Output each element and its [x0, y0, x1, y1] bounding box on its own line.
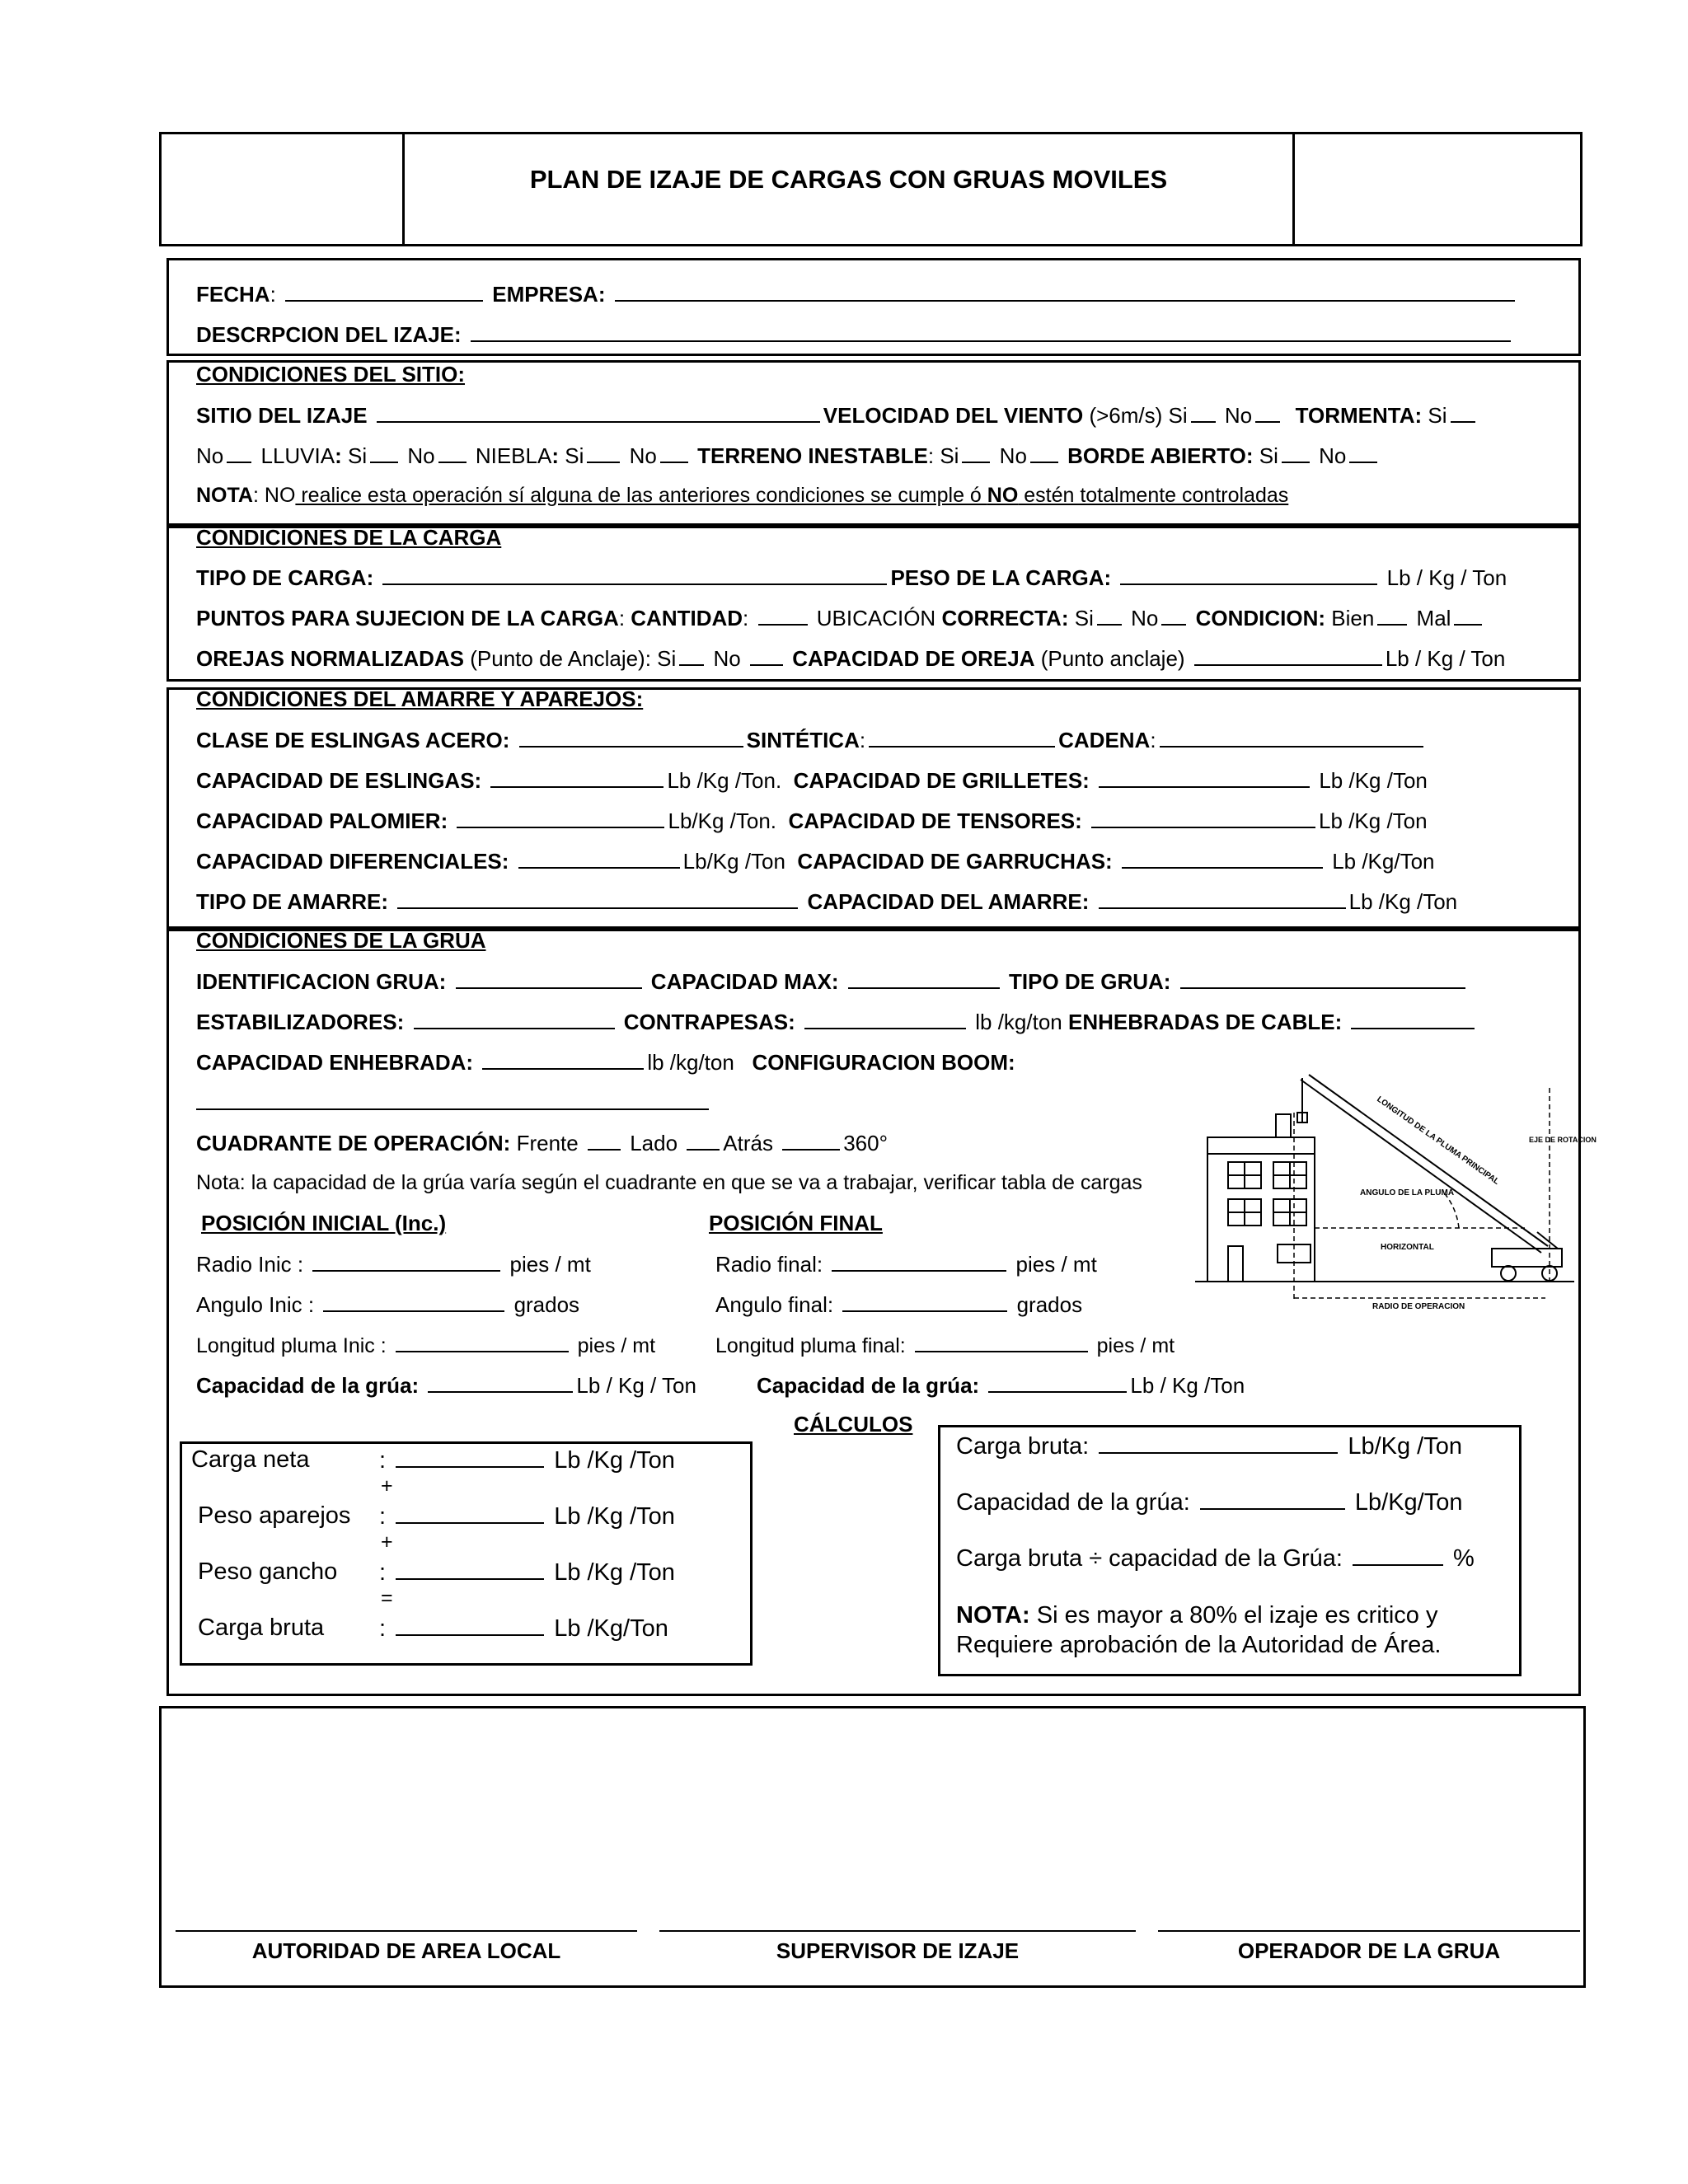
contrapesas-field[interactable]: [804, 1008, 966, 1029]
diagram-angulo-label: ANGULO DE LA PLUMA: [1360, 1188, 1455, 1197]
radio-final-label: Radio final:: [715, 1252, 823, 1277]
cap-garruchas-field[interactable]: [1122, 847, 1323, 869]
pos-inicial-text: POSICIÓN INICIAL (Inc.): [201, 1211, 447, 1235]
nota-no: NO: [264, 484, 296, 507]
tipo-grua-label: TIPO DE GRUA:: [1009, 969, 1171, 994]
calculos-heading-text: CÁLCULOS: [794, 1412, 913, 1436]
capacidad-final-row: [757, 1371, 1245, 1399]
amarre-heading: [196, 686, 643, 712]
lluvia-label: LLUVIA: [260, 443, 335, 468]
operador-label: OPERADOR DE LA GRUA: [1237, 1938, 1501, 1963]
r-capacidad-unit: Lb/Kg/Ton: [1354, 1489, 1463, 1516]
descripcion-row: [196, 321, 1514, 348]
longitud-final-unit: pies / mt: [1096, 1334, 1175, 1357]
mal-label: Mal: [1416, 606, 1451, 630]
grua-nota: Nota: la capacidad de la grúa varía según el cuadrante en que se va a trabajar, verificar tabla de cargas: [196, 1171, 1142, 1194]
r-ratio-pct: %: [1453, 1545, 1475, 1572]
empresa-label: EMPRESA:: [492, 282, 606, 307]
supervisor-label: SUPERVISOR DE IZAJE: [776, 1938, 1020, 1963]
bien-field[interactable]: [1377, 604, 1407, 626]
enhebradas-label: ENHEBRADAS DE CABLE:: [1068, 1010, 1343, 1034]
longitud-inic-unit: pies / mt: [577, 1334, 656, 1357]
cantidad-field[interactable]: [758, 604, 808, 626]
grua-row-1: [196, 968, 1469, 995]
eslingas-acero-field[interactable]: [519, 726, 743, 748]
radio-final-field[interactable]: [832, 1250, 1006, 1272]
radio-inic-unit: pies / mt: [509, 1252, 591, 1277]
autoridad-label: AUTORIDAD DE AREA LOCAL: [251, 1938, 561, 1963]
cuadrante-label: CUADRANTE DE OPERACIÓN:: [196, 1131, 511, 1155]
cap-eslingas-field[interactable]: [490, 766, 663, 788]
r-carga-bruta-unit: Lb/Kg /Ton: [1348, 1433, 1462, 1460]
angulo-final-field[interactable]: [842, 1291, 1007, 1312]
tipo-amarre-label: TIPO DE AMARRE:: [196, 889, 389, 914]
diagram-longitud-label: LONGITUD DE LA PLUMA PRINCIPAL: [1375, 1094, 1501, 1187]
nota-label: NOTA: [196, 484, 253, 507]
pos-final-heading: [709, 1210, 883, 1236]
capacidad-oreja-anclaje: (Punto anclaje): [1040, 646, 1185, 671]
longitud-inic-field[interactable]: [396, 1331, 569, 1352]
sitio-izaje-label: SITIO DEL IZAJE: [196, 403, 368, 428]
cap-palomier-field[interactable]: [457, 807, 664, 828]
cadena-label: CADENA: [1058, 728, 1151, 752]
r-ratio-label: Carga bruta ÷ capacidad de la Grúa:: [956, 1545, 1343, 1572]
terreno-si-field[interactable]: [962, 442, 990, 463]
cuadrante-row: [196, 1129, 888, 1156]
identificacion-label: IDENTIFICACION GRUA:: [196, 969, 447, 994]
r-capacidad-field[interactable]: [1200, 1488, 1345, 1510]
carga-heading-text: CONDICIONES DE LA CARGA: [196, 525, 502, 550]
angulo-inic-row: [196, 1291, 579, 1318]
contrapesas-label: CONTRAPESAS:: [623, 1010, 795, 1034]
angulo-inic-unit: grados: [513, 1292, 580, 1317]
cantidad-label: CANTIDAD: [631, 606, 743, 630]
page-title: PLAN DE IZAJE DE CARGAS CON GRUAS MOVILES: [529, 165, 1168, 194]
descripcion-field[interactable]: [471, 321, 1511, 342]
pos-final-text: POSICIÓN FINAL: [709, 1211, 883, 1235]
tipo-amarre-field[interactable]: [397, 888, 798, 909]
cap-tensores-label: CAPACIDAD DE TENSORES:: [788, 808, 1082, 833]
niebla-no-label: No: [629, 443, 657, 468]
lluvia-no-label: No: [407, 443, 435, 468]
velocidad-si-field[interactable]: [1191, 401, 1216, 423]
correcta-no-field[interactable]: [1161, 604, 1186, 626]
peso-gancho-unit: Lb /Kg /Ton: [554, 1559, 675, 1586]
angulo-final-label: Angulo final:: [715, 1292, 834, 1317]
capacidad-final-label: Capacidad de la grúa:: [757, 1373, 980, 1398]
carga-bruta-label: Carga bruta: [198, 1615, 325, 1641]
configuracion-boom-field[interactable]: [196, 1108, 709, 1110]
frente-field[interactable]: [588, 1129, 621, 1151]
velocidad-label: VELOCIDAD DEL VIENTO: [823, 403, 1084, 428]
niebla-label: NIEBLA: [475, 443, 552, 468]
carga-row-2: PUNTOS PARA SUJECION DE LA CARGA: CANTIDAD: UBICACIÓN CORRECTA: Si No CONDICION: Bien Mal: [196, 604, 1485, 631]
orejas-no-label: No: [713, 646, 741, 671]
carga-bruta-field[interactable]: [396, 1615, 544, 1636]
sitio-heading: [196, 361, 465, 387]
peso-gancho-value-row: [379, 1558, 675, 1586]
carga-neta-field[interactable]: [396, 1446, 544, 1468]
capacidad-final-unit: Lb / Kg /Ton: [1130, 1373, 1245, 1398]
lado-field[interactable]: [687, 1129, 720, 1151]
capacidad-max-label: CAPACIDAD MAX:: [650, 969, 839, 994]
nota-text-2: estén totalmente controladas: [1018, 484, 1289, 507]
radio-inic-row: [196, 1250, 591, 1277]
mal-field[interactable]: [1454, 604, 1482, 626]
peso-carga-unit: Lb / Kg / Ton: [1386, 565, 1507, 590]
r-nota-label: NOTA:: [956, 1602, 1030, 1629]
borde-no-field[interactable]: [1349, 442, 1377, 463]
atras-label: Atrás: [723, 1131, 773, 1155]
angulo-final-row: [715, 1291, 1082, 1318]
tormenta-no-field[interactable]: [227, 442, 251, 463]
condicion-label: CONDICION:: [1195, 606, 1326, 630]
carga-neta-value-row: [379, 1446, 675, 1474]
sitio-heading-text: CONDICIONES DEL SITIO:: [196, 362, 465, 387]
tipo-carga-field[interactable]: [382, 564, 887, 585]
diagram-horizontal-label: HORIZONTAL: [1381, 1243, 1434, 1252]
terreno-no-field[interactable]: [1030, 442, 1058, 463]
longitud-inic-label: Longitud pluma Inic :: [196, 1334, 387, 1357]
grua-row-3: [196, 1048, 1015, 1076]
cap-eslingas-unit: Lb /Kg /Ton.: [667, 768, 782, 793]
radio-inic-label: Radio Inic :: [196, 1252, 304, 1277]
cap-amarre-field[interactable]: [1099, 888, 1346, 909]
terreno-si-label: Si: [940, 443, 959, 468]
borde-label: BORDE ABIERTO:: [1067, 443, 1254, 468]
terreno-no-label: No: [999, 443, 1027, 468]
diagram-eje-label: EJE DE ROTACION: [1529, 1136, 1597, 1144]
fecha-label: FECHA: [196, 282, 270, 307]
terreno-label: TERRENO INESTABLE: [697, 443, 928, 468]
r-nota-line-1: [956, 1602, 1437, 1629]
lado-label: Lado: [630, 1131, 678, 1155]
lluvia-si-field[interactable]: [370, 442, 398, 463]
capacidad-enhebrada-label: CAPACIDAD ENHEBRADA:: [196, 1050, 474, 1075]
amarre-row-3: [196, 807, 1428, 834]
cap-grilletes-label: CAPACIDAD DE GRILLETES:: [793, 768, 1090, 793]
cap-palomier-unit: Lb/Kg /Ton.: [668, 808, 777, 833]
capacidad-final-field[interactable]: [988, 1371, 1127, 1393]
velocidad-no-label: No: [1224, 403, 1253, 428]
cap-diferenciales-unit: Lb/Kg /Ton: [682, 849, 785, 874]
clase-eslingas-label: CLASE DE ESLINGAS ACERO:: [196, 728, 510, 752]
carga-row-1: [196, 564, 1507, 591]
borde-no-label: No: [1319, 443, 1347, 468]
capacidad-oreja-field[interactable]: [1194, 644, 1382, 666]
nota-no-2: NO: [987, 484, 1019, 507]
capacidad-inic-field[interactable]: [428, 1371, 573, 1393]
cap-tensores-field[interactable]: [1091, 807, 1315, 828]
capacidad-inic-unit: Lb / Kg / Ton: [576, 1373, 696, 1398]
tormenta-no-label: No: [196, 443, 224, 468]
capacidad-oreja-label: CAPACIDAD DE OREJA: [792, 646, 1035, 671]
peso-carga-label: PESO DE LA CARGA:: [890, 565, 1112, 590]
cadena-field[interactable]: [1160, 726, 1423, 748]
r-capacidad-label: Capacidad de la grúa:: [956, 1489, 1190, 1516]
descripcion-label: DESCRPCION DEL IZAJE:: [196, 322, 462, 347]
r-carga-bruta-row: [956, 1432, 1462, 1460]
grua-heading-text: CONDICIONES DE LA GRUA: [196, 928, 486, 953]
cap-palomier-label: CAPACIDAD PALOMIER:: [196, 808, 448, 833]
estabilizadores-field[interactable]: [414, 1008, 615, 1029]
peso-gancho-colon: :: [379, 1559, 387, 1586]
orejas-si-field[interactable]: [679, 644, 704, 666]
carga-neta-label: Carga neta: [191, 1446, 310, 1473]
longitud-inic-row: [196, 1331, 655, 1359]
capacidad-max-field[interactable]: [848, 968, 1000, 989]
correcta-si-label: Si: [1074, 606, 1094, 630]
orejas-label: OREJAS NORMALIZADAS: [196, 646, 465, 671]
ubicacion-label: UBICACIÓN: [816, 606, 936, 630]
niebla-si-label: Si: [565, 443, 584, 468]
nota-text-1: realice esta operación sí alguna de las anteriores condiciones se cumple ó: [295, 484, 987, 507]
header-logo-left: [159, 132, 405, 246]
velocidad-unit: (>6m/s) Si: [1089, 403, 1188, 428]
tipo-carga-label: TIPO DE CARGA:: [196, 565, 374, 590]
capacidad-inic-row: [196, 1371, 696, 1399]
cap-garruchas-unit: Lb /Kg/Ton: [1332, 849, 1435, 874]
grua-heading: [196, 927, 486, 954]
borde-si-field[interactable]: [1282, 442, 1310, 463]
configuracion-boom-label: CONFIGURACION BOOM:: [752, 1050, 1015, 1075]
longitud-final-label: Longitud pluma final:: [715, 1334, 906, 1357]
carga-neta-colon: :: [379, 1447, 387, 1474]
puntos-label: PUNTOS PARA SUJECION DE LA CARGA: [196, 606, 619, 630]
contrapesas-unit: lb /kg/ton: [975, 1010, 1062, 1034]
r-nota-text-1: Si es mayor a 80% el izaje es critico y: [1029, 1602, 1438, 1629]
orejas-anclaje-label: (Punto de Anclaje): Si: [470, 646, 677, 671]
fecha-row: FECHA: EMPRESA:: [196, 280, 1518, 307]
peso-gancho-field[interactable]: [396, 1558, 544, 1580]
equals-sign: =: [381, 1586, 393, 1610]
plus-2: +: [381, 1530, 393, 1554]
sintetica-label: SINTÉTICA: [746, 728, 860, 752]
fecha-field[interactable]: [285, 280, 483, 302]
sintetica-field[interactable]: [869, 726, 1055, 748]
sitio-row-2: No LLUVIA: Si No NIEBLA: Si No TERRENO INESTABLE: Si No BORDE ABIERTO: Si No: [196, 442, 1381, 469]
header-logo-right: [1292, 132, 1582, 246]
tipo-grua-field[interactable]: [1180, 968, 1465, 989]
radio-final-row: [715, 1250, 1097, 1277]
angulo-inic-field[interactable]: [323, 1291, 504, 1312]
carga-bruta-value-row: [379, 1615, 668, 1643]
angulo-final-unit: grados: [1016, 1292, 1083, 1317]
estabilizadores-label: ESTABILIZADORES:: [196, 1010, 405, 1034]
tormenta-si-label: Si: [1428, 403, 1447, 428]
radio-final-unit: pies / mt: [1015, 1252, 1097, 1277]
enhebradas-field[interactable]: [1351, 1008, 1475, 1029]
cap-diferenciales-field[interactable]: [518, 847, 680, 869]
diagram-radio-label: RADIO DE OPERACION: [1372, 1302, 1465, 1311]
correcta-si-field[interactable]: [1097, 604, 1122, 626]
carga-bruta-unit: Lb /Kg/Ton: [554, 1615, 668, 1642]
amarre-row-5: [196, 888, 1457, 915]
niebla-no-field[interactable]: [660, 442, 688, 463]
amarre-row-4: [196, 847, 1435, 874]
r-carga-bruta-field[interactable]: [1099, 1432, 1338, 1454]
r-carga-bruta-label: Carga bruta:: [956, 1433, 1090, 1460]
cap-garruchas-label: CAPACIDAD DE GARRUCHAS:: [797, 849, 1113, 874]
r-capacidad-row: [956, 1488, 1463, 1516]
360-label: 360°: [843, 1131, 888, 1155]
r-ratio-row: [956, 1544, 1475, 1572]
r-nota-line-2: Requiere aprobación de la Autoridad de Área.: [956, 1632, 1442, 1658]
angulo-inic-label: Angulo Inic :: [196, 1292, 315, 1317]
cap-grilletes-field[interactable]: [1099, 766, 1310, 788]
peso-gancho-label: Peso gancho: [198, 1558, 338, 1585]
longitud-final-field[interactable]: [915, 1331, 1088, 1352]
carga-neta-unit: Lb /Kg /Ton: [554, 1447, 675, 1474]
peso-aparejos-colon: :: [379, 1503, 387, 1530]
plus-1: +: [381, 1474, 393, 1497]
sitio-izaje-field[interactable]: [377, 401, 820, 423]
correcta-no-label: No: [1131, 606, 1159, 630]
tormenta-label: TORMENTA:: [1295, 403, 1423, 428]
autoridad-signature-line[interactable]: [176, 1930, 637, 1932]
niebla-si-field[interactable]: [587, 442, 620, 463]
longitud-final-row: [715, 1331, 1175, 1359]
r-ratio-field[interactable]: [1353, 1544, 1443, 1566]
sitio-row-1: [196, 401, 1479, 429]
carga-bruta-colon: :: [379, 1615, 387, 1642]
orejas-no-field[interactable]: [750, 644, 783, 666]
peso-aparejos-value-row: [379, 1502, 675, 1530]
radio-inic-field[interactable]: [312, 1250, 500, 1272]
calculos-heading: [794, 1411, 912, 1437]
velocidad-no-field[interactable]: [1255, 401, 1280, 423]
cap-eslingas-label: CAPACIDAD DE ESLINGAS:: [196, 768, 482, 793]
cap-tensores-unit: Lb /Kg /Ton: [1319, 808, 1428, 833]
capacidad-oreja-unit: Lb / Kg / Ton: [1385, 646, 1506, 671]
supervisor-signature-line[interactable]: [659, 1930, 1136, 1932]
cap-amarre-label: CAPACIDAD DEL AMARRE:: [807, 889, 1090, 914]
sitio-nota: NOTA: NO realice esta operación sí alguna de las anteriores condiciones se cumple ó NO estén totalmente controladas: [196, 484, 1289, 507]
cap-diferenciales-label: CAPACIDAD DIFERENCIALES:: [196, 849, 509, 874]
capacidad-enhebrada-field[interactable]: [482, 1048, 644, 1070]
peso-aparejos-unit: Lb /Kg /Ton: [554, 1503, 675, 1530]
carga-heading: [196, 524, 501, 551]
frente-label: Frente: [516, 1131, 579, 1155]
carga-neta-row: [191, 1446, 310, 1474]
tormenta-si-field[interactable]: [1451, 401, 1475, 423]
lluvia-no-field[interactable]: [438, 442, 467, 463]
bien-label: Bien: [1331, 606, 1375, 630]
amarre-heading-text: CONDICIONES DEL AMARRE Y APAREJOS:: [196, 687, 644, 711]
grua-row-2: [196, 1008, 1478, 1035]
lluvia-si-label: Si: [348, 443, 368, 468]
cap-amarre-unit: Lb /Kg /Ton: [1348, 889, 1458, 914]
crane-diagram: [1195, 1063, 1597, 1311]
identificacion-field[interactable]: [456, 968, 642, 989]
capacidad-enhebrada-unit: lb /kg/ton: [647, 1050, 734, 1075]
borde-si-label: Si: [1259, 443, 1278, 468]
capacidad-inic-label: Capacidad de la grúa:: [196, 1373, 420, 1398]
operador-signature-line[interactable]: [1158, 1930, 1580, 1932]
peso-aparejos-label: Peso aparejos: [198, 1502, 351, 1529]
amarre-row-2: [196, 766, 1428, 794]
amarre-row-1: CLASE DE ESLINGAS ACERO: SINTÉTICA: CADENA:: [196, 726, 1427, 753]
atras-field[interactable]: [782, 1129, 840, 1151]
correcta-label: CORRECTA:: [941, 606, 1069, 630]
empresa-field[interactable]: [615, 280, 1515, 302]
cap-grilletes-unit: Lb /Kg /Ton: [1319, 768, 1428, 793]
pos-inicial-heading: [201, 1210, 446, 1236]
carga-row-3: [196, 644, 1505, 672]
peso-aparejos-field[interactable]: [396, 1502, 544, 1524]
peso-carga-field[interactable]: [1120, 564, 1377, 585]
